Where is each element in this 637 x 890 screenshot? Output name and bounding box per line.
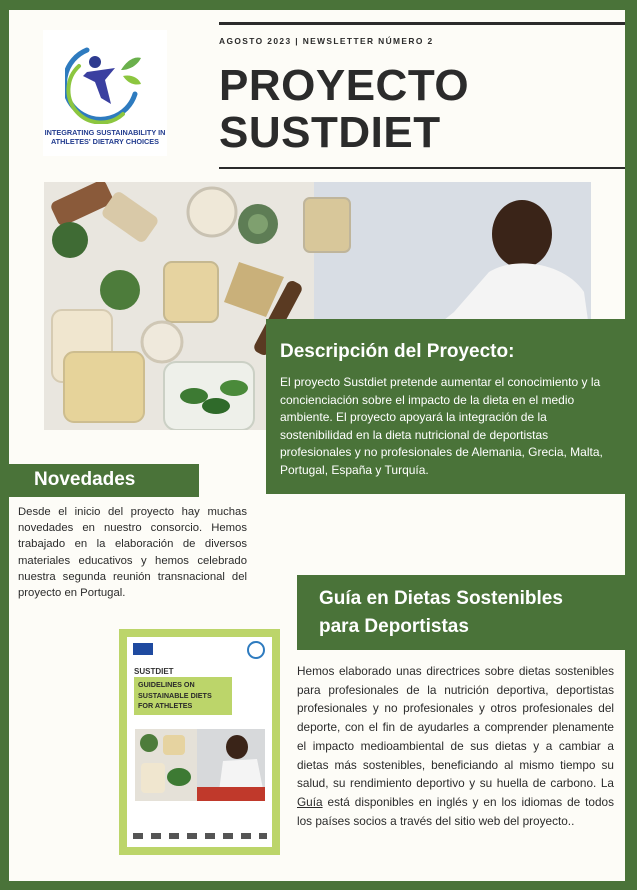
guia-heading <box>319 585 619 641</box>
guide-cover-title-line3: FOR ATHLETES <box>138 701 193 710</box>
title-line1: PROYECTO <box>219 61 470 110</box>
novedades-heading: Novedades <box>34 469 136 490</box>
logo-caption-line1: INTEGRATING SUSTAINABILITY IN <box>44 128 166 137</box>
title-line2: SUSTDIET <box>219 108 441 157</box>
newsletter-page <box>9 10 625 881</box>
guia-heading-line2: para Deportistas <box>319 616 469 637</box>
guia-body-text-1: Hemos elaborado unas directrices sobre dietas sostenibles para profesionales de la nutrición deportiva, deportistas profesionales y no profesionales y otros profesionales del deporte, con el fin de ayudarles a comprender plenamente el impacto medioambiental de sus dietas y a cambiar a dietas más sostenibles, beneficiando al mismo tiempo su salud, su rendimiento deportivo y su huella de carbono. La <box>297 664 614 791</box>
novedades-heading-bar <box>9 464 199 497</box>
guia-body <box>297 662 614 830</box>
guide-cover-title-line1: GUIDELINES ON <box>138 680 195 689</box>
header-top-rule <box>219 22 625 25</box>
issue-meta: AGOSTO 2023 | NEWSLETTER NÚMERO 2 <box>219 36 434 46</box>
guide-cover-label: SUSTDIET <box>134 667 174 676</box>
athlete-logo-icon <box>65 36 147 124</box>
small-logo-icon <box>247 641 265 659</box>
novedades-body: Desde el inicio del proyecto hay muchas novedades en nuestro consorcio. Hemos trabajado en la elaboración de diversos materiales educativos y hemos celebrado nuestra segunda reunión transnacional del proyecto en Portugal. <box>18 506 247 600</box>
guia-heading-line1: Guía en Dietas Sostenibles <box>319 588 563 609</box>
guide-cover-photo <box>135 729 265 801</box>
description-heading: Descripción del Proyecto: <box>280 341 515 362</box>
eu-flag-icon <box>133 643 153 655</box>
guia-link[interactable]: Guía <box>297 794 323 809</box>
sustdiet-logo <box>43 30 167 156</box>
description-body: El proyecto Sustdiet pretende aumentar el conocimiento y la concienciación sobre el impacto de la dieta en el medio ambiente. El proyecto apoyará la integración de la sostenibilidad en la dieta nutricional de deportistas profesionales y no profesionales de Alemania, Grecia, Malta, Portugal, España y Turquía. <box>280 375 603 477</box>
guide-cover-title-line2: SUSTAINABLE DIETS <box>138 690 212 700</box>
partner-logos-strip <box>133 833 267 839</box>
header-bottom-rule <box>219 167 625 169</box>
project-description-panel <box>266 319 625 494</box>
logo-caption-line2: ATHLETES' DIETARY CHOICES <box>50 137 160 147</box>
page-title <box>219 62 619 156</box>
guia-heading-bar <box>297 575 625 650</box>
guia-body-text-2: está disponibles en inglés y en los idiomas de todos los países socios a través del sitio web del proyecto.. <box>297 794 614 828</box>
guide-cover-image <box>119 629 280 855</box>
